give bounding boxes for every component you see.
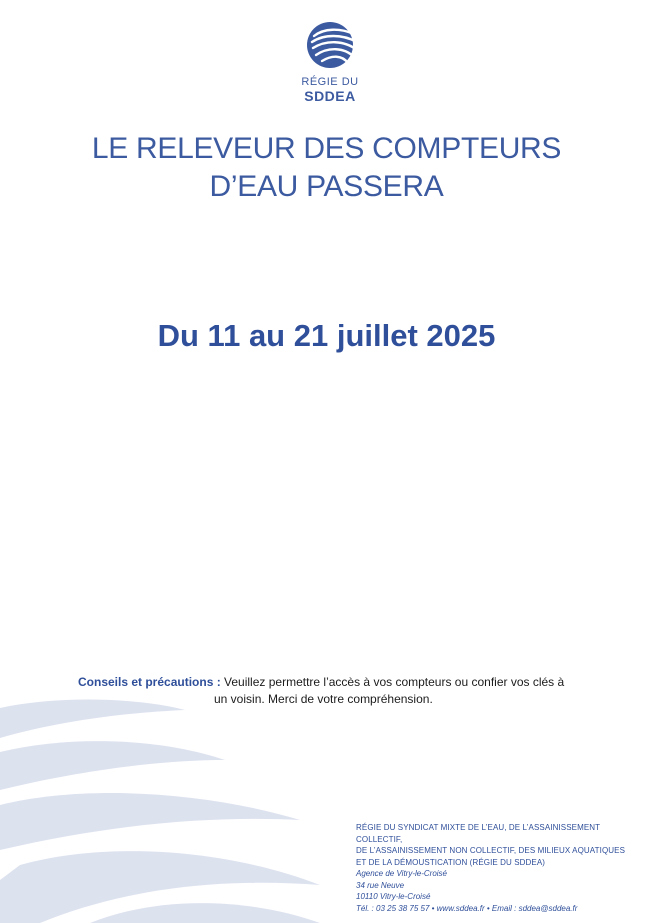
footer-contact: Tél. : 03 25 38 75 57 • www.sddea.fr • Email : sddea@sddea.fr [356,903,578,913]
advice-paragraph [78,674,598,708]
advice-text-1: Veuillez permettre l’accès à vos compteurs ou confier vos clés à [220,675,565,689]
advice-text-2: un voisin. Merci de votre compréhension. [214,692,433,706]
title-line-1: LE RELEVEUR DES COMPTEURS [91,132,562,165]
footer-org-line-3: ET DE LA DÉMOUSTICATION (RÉGIE DU SDDEA) [356,857,546,867]
footer-address [356,822,646,914]
footer-org-line-2: DE L’ASSAINISSEMENT NON COLLECTIF, DES MILIEUX AQUATIQUES [356,846,626,855]
sddea-wave-emblem-icon [302,20,358,70]
footer-city: 10110 Vitry-le-Croisé [356,892,431,901]
logo-text-regie: RÉGIE DU [301,76,359,88]
footer-street: 34 rue Neuve [356,880,405,890]
wave-decoration [0,690,330,923]
page-title [0,130,653,206]
footer-org-line-1: RÉGIE DU SYNDICAT MIXTE DE L’EAU, DE L’ASSAINISSEMENT COLLECTIF, [356,823,601,844]
advice-lead: Conseils et précautions : [78,675,221,689]
footer-agency: Agence de Vitry-le-Croisé [356,869,448,878]
date-range: Du 11 au 21 juillet 2025 [157,318,496,353]
logo-text-sddea: SDDEA [304,88,356,104]
title-line-2: D’EAU PASSERA [209,170,444,203]
sddea-logo [298,20,362,110]
